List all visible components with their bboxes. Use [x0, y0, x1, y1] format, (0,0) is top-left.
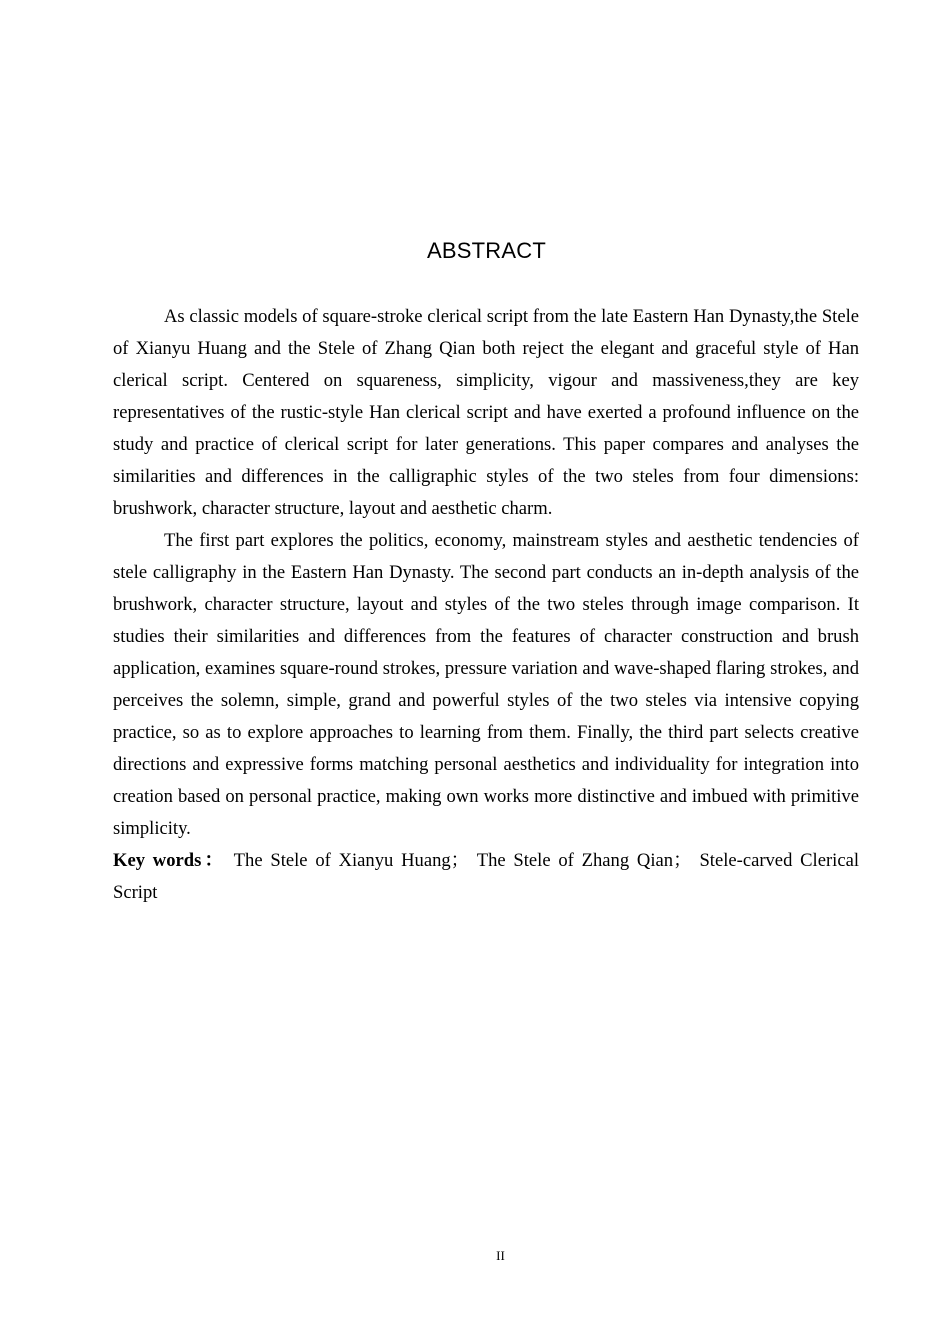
- keywords-line: [113, 845, 859, 909]
- abstract-paragraph-2: The first part explores the politics, economy, mainstream styles and aesthetic tendencies of stele calligraphy in the Eastern Han Dynasty. The second part conducts an in-depth analysis of the brushwork, character structure, layout and styles of the two steles through image comparison. It studies their similarities and differences from the features of character construction and brush application, examines square-round strokes, pressure variation and wave-shaped flaring strokes, and perceives the solemn, simple, grand and powerful styles of the two steles via intensive copying practice, so as to explore approaches to learning from them. Finally, the third part selects creative directions and expressive forms matching personal aesthetics and individuality for integration into creation based on personal practice, making own works more distinctive and imbued with primitive simplicity.: [113, 530, 859, 839]
- abstract-paragraph-1: As classic models of square-stroke clerical script from the late Eastern Han Dynasty,the Stele of Xianyu Huang and the Stele of Zhang Qian both reject the elegant and graceful style of Han clerical script. Centered on squareness, simplicity, vigour and massiveness,they are key representatives of the rustic-style Han clerical script and have exerted a profound influence on the study and practice of clerical script for later generations. This paper compares and analyses the similarities and differences in the calligraphic styles of the two steles from four dimensions: brushwork, character structure, layout and aesthetic charm.: [113, 306, 859, 519]
- abstract-body: [113, 301, 859, 909]
- page-number: II: [496, 1248, 505, 1263]
- keywords-text: The Stele of Xianyu Huang； The Stele of Zhang Qian； Stele-carved Clerical Script: [113, 850, 859, 903]
- keywords-label: Key words：: [113, 850, 227, 871]
- abstract-title: ABSTRACT: [427, 238, 546, 263]
